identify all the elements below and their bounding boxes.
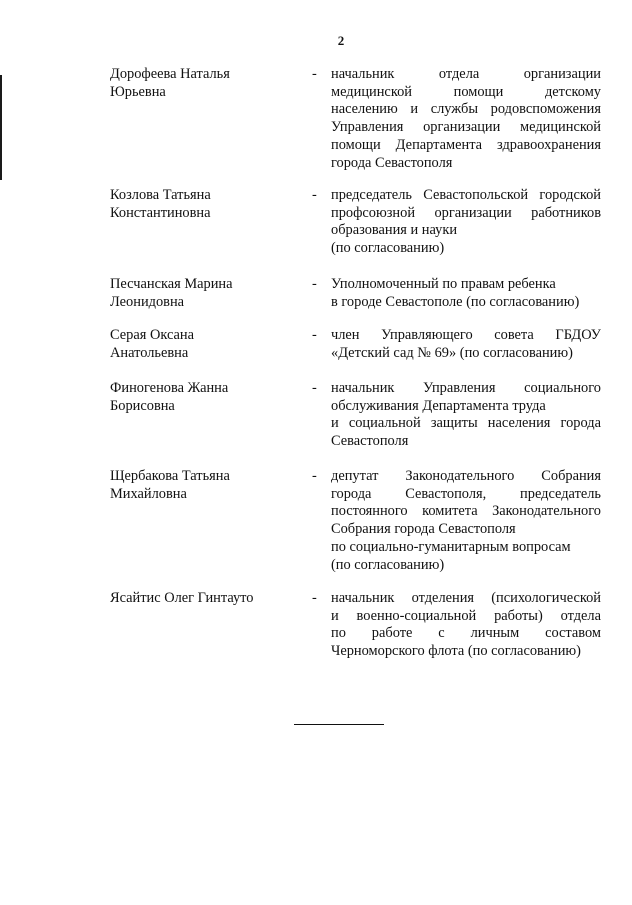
member-role-line: медицинской помощи детскому — [331, 83, 601, 100]
member-name-line: Юрьевна — [110, 83, 166, 100]
member-name-line: Леонидовна — [110, 293, 185, 310]
member-role — [331, 66, 601, 172]
member-role — [331, 590, 601, 661]
member-name — [110, 468, 290, 503]
member-role-line: по работе с личным составом — [331, 625, 601, 642]
member-role-line: профсоюзной организации работников — [331, 204, 601, 221]
end-divider — [294, 724, 384, 725]
member-role-line: начальник отделения (психологической — [331, 590, 601, 606]
member-role-line: Управления организации медицинской — [331, 119, 601, 136]
member-name-line: Константиновна — [110, 204, 211, 221]
member-role-line: обслуживания Департамента труда — [331, 397, 546, 414]
member-role-line: в городе Севастополе (по согласованию) — [331, 293, 580, 310]
member-name-line: Финогенова Жанна — [110, 380, 229, 396]
member-name-line: Ясайтис Олег Гинтауто — [110, 590, 254, 606]
member-role-line: (по согласованию) — [331, 240, 445, 257]
member-name-line: Песчанская Марина — [110, 276, 233, 292]
scan-edge-mark — [0, 75, 2, 180]
page-number: 2 — [337, 33, 345, 48]
entry-dash: - — [312, 276, 317, 292]
member-role-line: Черноморского флота (по согласованию) — [331, 643, 581, 660]
member-role-line: по социально-гуманитарным вопросам — [331, 538, 571, 555]
member-role-line: и военно-социальной работы) отдела — [331, 607, 601, 624]
entry-dash: - — [312, 66, 317, 82]
member-role-line: города Севастополя, председатель — [331, 485, 601, 502]
entry-dash: - — [312, 327, 317, 343]
member-name-line: Серая Оксана — [110, 327, 195, 343]
member-name-line: Щербакова Татьяна — [110, 468, 230, 484]
member-role-line: Севастополя — [331, 433, 409, 450]
member-role-line: председатель Севастопольской городской — [331, 187, 601, 203]
member-role — [331, 468, 601, 574]
member-role-line: и социальной защиты населения города — [331, 415, 601, 432]
member-name — [110, 380, 290, 415]
member-role — [331, 187, 601, 258]
member-role — [331, 327, 601, 362]
entry-dash: - — [312, 468, 317, 484]
member-role-line: депутат Законодательного Собрания — [331, 468, 601, 484]
member-name — [110, 327, 290, 362]
member-name — [110, 276, 290, 311]
member-name-line: Анатольевна — [110, 344, 189, 361]
member-name — [110, 66, 290, 101]
member-name — [110, 590, 290, 608]
member-name — [110, 187, 290, 222]
member-role-line: образования и науки — [331, 222, 458, 239]
member-name-line: Борисовна — [110, 397, 175, 414]
member-role-line: начальник отдела организации — [331, 66, 601, 82]
member-role — [331, 380, 601, 451]
member-role-line: начальник Управления социального — [331, 380, 601, 396]
member-name-line: Дорофеева Наталья — [110, 66, 230, 82]
member-name-line: Козлова Татьяна — [110, 187, 211, 203]
member-role-line: Собрания города Севастополя — [331, 521, 516, 538]
entry-dash: - — [312, 380, 317, 396]
member-role — [331, 276, 601, 311]
member-role-line: помощи Департамента здравоохранения — [331, 136, 601, 153]
member-role-line: «Детский сад № 69» (по согласованию) — [331, 344, 573, 361]
member-role-line: населению и службы родовспоможения — [331, 101, 601, 118]
member-role-line: города Севастополя — [331, 154, 453, 171]
member-role-line: член Управляющего совета ГБДОУ — [331, 327, 601, 343]
member-role-line: (по согласованию) — [331, 556, 445, 573]
entry-dash: - — [312, 187, 317, 203]
member-role-line: Уполномоченный по правам ребенка — [331, 276, 556, 292]
member-name-line: Михайловна — [110, 485, 187, 502]
member-role-line: постоянного комитета Законодательного — [331, 503, 601, 520]
entry-dash: - — [312, 590, 317, 606]
